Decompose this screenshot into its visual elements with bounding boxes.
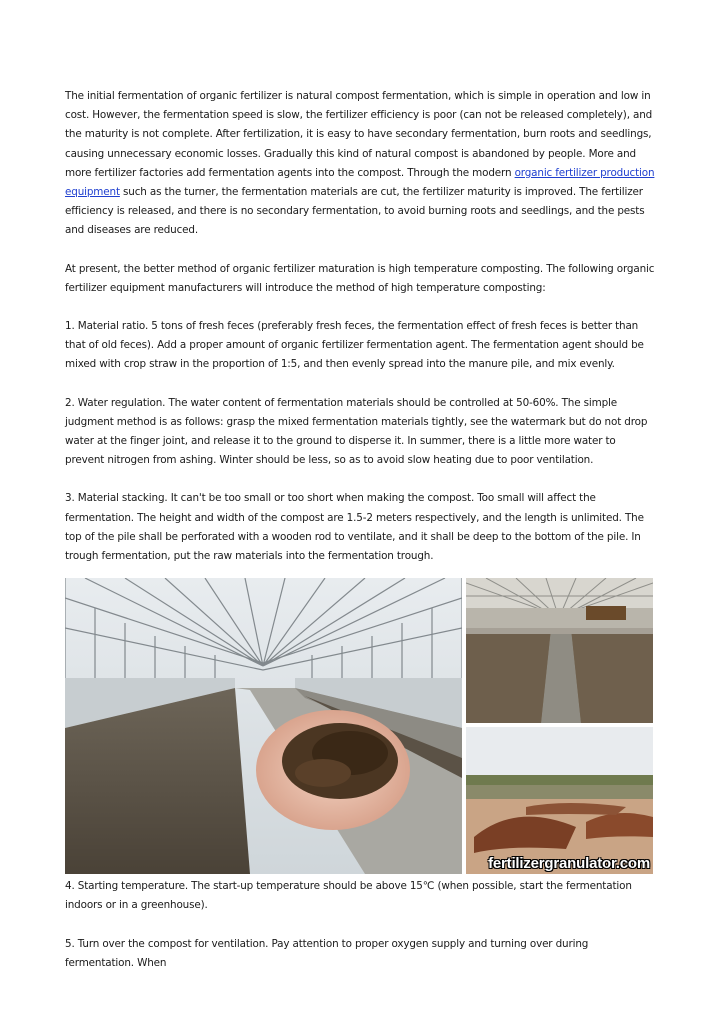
compost-photo-collage — [65, 578, 653, 874]
paragraph-text: The initial fermentation of organic fertilizer is natural compost fermentation, which is simple in operation and low in cost. However, the fermentation speed is slow, the fertilizer efficiency is poor (can not be released completely), and the maturity is not complete. After fertilization, it is easy to have secondary fermentation, burn roots and seedlings, causing unnecessary economic losses. Gradually this kind of natural compost is abandoned by people. More and more fertilizer factories add fermentation agents into the compost. Through the modern — [65, 90, 653, 179]
paragraph-material-ratio: 1. Material ratio. 5 tons of fresh feces (preferably fresh feces, the fermentation effect of fresh feces is better than that of old feces). Add a proper amount of organic fertilizer fermentation agent. The fermentation agent should be mixed with crop straw in the proportion of 1:5, and then evenly spread into the manure pile, and mix evenly. — [65, 320, 644, 371]
paragraph-text: such as the turner, the fermentation materials are cut, the fertilizer maturity is improved. The fertilizer efficiency is released, and there is no secondary fermentation, to avoid burning roots and seedlings, and the pests and diseases are reduced. — [65, 186, 645, 237]
production-equipment-link[interactable]: organic fertilizer production equipment — [65, 166, 655, 199]
paragraph-intro — [65, 87, 657, 241]
fermentation-trough-turner-photo — [466, 578, 653, 723]
outdoor-compost-windrows-photo — [466, 727, 653, 874]
paragraph-method-intro: At present, the better method of organic fertilizer maturation is high temperature composting. The following organic fertilizer equipment manufacturers will introduce the method of high temperature composting: — [65, 262, 655, 294]
paragraph-material-stacking: 3. Material stacking. It can't be too small or too short when making the compost. Too small will affect the fermentation. The height and width of the compost are 1.5-2 meters respectively, and the length is unlimited. The top of the pile shall be perforated with a wooden rod to ventilate, and it shall be deep to the bottom of the pile. In trough fermentation, put the raw materials into the fermentation trough. — [65, 492, 644, 563]
watermark-text: fertilizergranulator.com — [488, 855, 650, 873]
paragraph-turn-over: 5. Turn over the compost for ventilation. Pay attention to proper oxygen supply and turning over during fermentation. When — [65, 937, 589, 969]
paragraph-water-regulation: 2. Water regulation. The water content of fermentation materials should be controlled at 50-60%. The simple judgment method is as follows: grasp the mixed fermentation materials tightly, see the watermark but do not drop water at the finger joint, and release it to the ground to disperse it. In summer, there is a little more water to prevent nitrogen from ashing. Winter should be less, so as to avoid slow heating due to poor ventilation. — [65, 396, 648, 467]
paragraph-starting-temperature: 4. Starting temperature. The start-up temperature should be above 15℃ (when possible, start the fermentation indoors or in a greenhouse). — [65, 880, 632, 912]
greenhouse-compost-trough-photo — [65, 578, 462, 874]
article-body — [65, 87, 657, 992]
